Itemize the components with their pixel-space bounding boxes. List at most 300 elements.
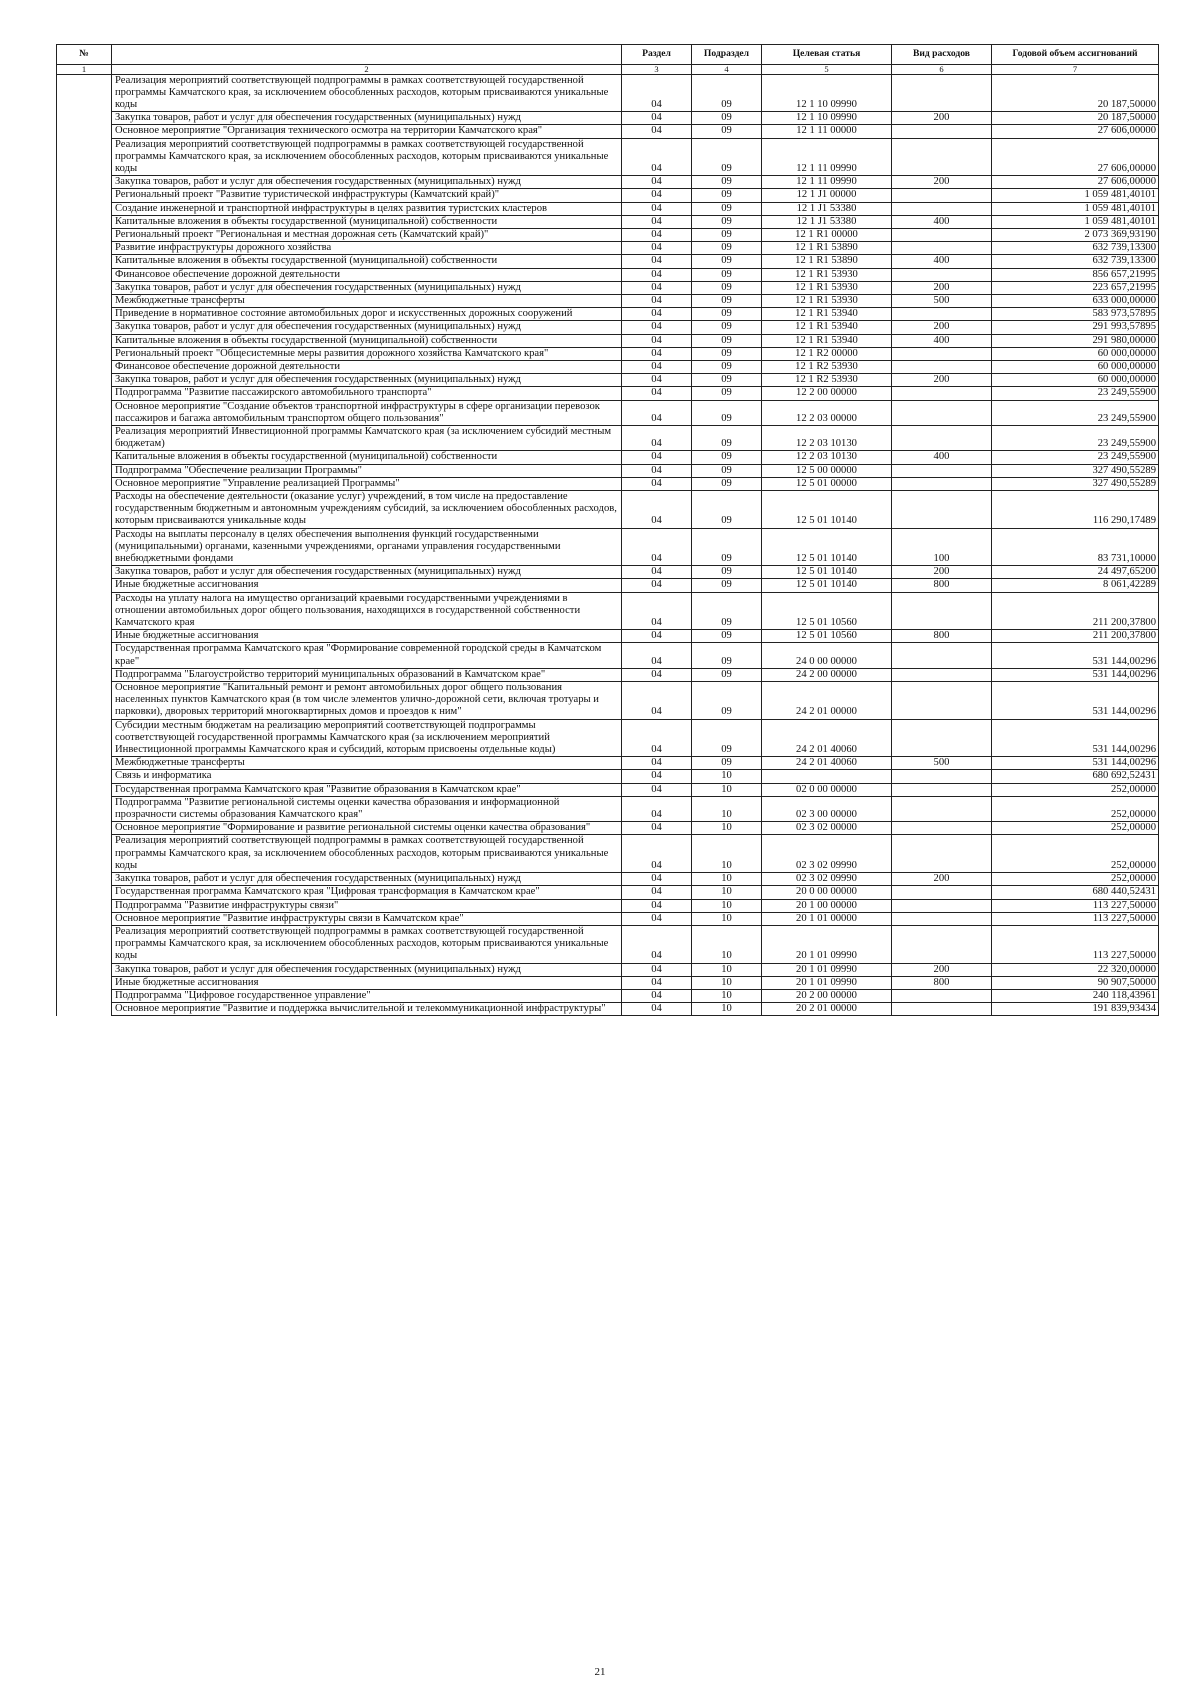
column-number-1: 1 [57,65,112,75]
row-type: 200 [892,321,992,334]
table-row [57,770,1159,783]
row-target: 12 1 R1 53940 [762,334,892,347]
row-amount: 27 606,00000 [992,138,1159,176]
row-amount: 23 249,55900 [992,387,1159,400]
budget-table [56,44,1159,1016]
row-name: Капитальные вложения в объекты государственной (муниципальной) собственности [112,451,622,464]
row-name: Государственная программа Камчатского края "Формирование современной городской среды в Камчатском крае" [112,643,622,668]
row-target: 20 0 00 00000 [762,886,892,899]
row-amount: 531 144,00296 [992,643,1159,668]
row-number-cell [57,215,112,228]
row-name: Региональный проект "Региональная и местная дорожная сеть (Камчатский край)" [112,228,622,241]
row-amount: 1 059 481,40101 [992,202,1159,215]
row-target: 20 1 00 00000 [762,899,892,912]
row-type [892,668,992,681]
row-number-cell [57,976,112,989]
row-section: 04 [622,176,692,189]
row-type: 200 [892,963,992,976]
row-target: 12 1 R2 00000 [762,347,892,360]
table-row [57,899,1159,912]
row-amount: 83 731,10000 [992,528,1159,566]
row-amount: 90 907,50000 [992,976,1159,989]
row-type [892,886,992,899]
row-type [892,228,992,241]
row-subsection: 09 [692,268,762,281]
row-name: Расходы на выплаты персоналу в целях обеспечения выполнения функций государственными (муниципальными) органами, казенными учреждениями, органами управления государственными внебюджетными фондами [112,528,622,566]
row-section: 04 [622,796,692,821]
row-type [892,783,992,796]
row-subsection: 10 [692,873,762,886]
row-amount: 8 061,42289 [992,579,1159,592]
row-number-cell [57,347,112,360]
row-name: Реализация мероприятий соответствующей подпрограммы в рамках соответствующей государственной программы Камчатского края, за исключением обособленных расходов, которым присваиваются уникальные коды [112,835,622,873]
header-name [112,45,622,65]
row-subsection: 09 [692,668,762,681]
row-type [892,822,992,835]
row-target [762,770,892,783]
row-type [892,643,992,668]
row-number-cell [57,682,112,720]
header-section: Раздел [622,45,692,65]
row-type [892,268,992,281]
header-target: Целевая статья [762,45,892,65]
row-target: 12 1 10 09990 [762,74,892,112]
row-number-cell [57,202,112,215]
row-amount: 1 059 481,40101 [992,189,1159,202]
row-amount: 291 980,00000 [992,334,1159,347]
row-amount: 23 249,55900 [992,425,1159,450]
row-section: 04 [622,682,692,720]
row-name: Иные бюджетные ассигнования [112,579,622,592]
row-amount: 252,00000 [992,822,1159,835]
row-subsection: 09 [692,321,762,334]
table-row [57,360,1159,373]
row-amount: 531 144,00296 [992,719,1159,757]
row-amount: 60 000,00000 [992,347,1159,360]
row-type [892,770,992,783]
row-number-cell [57,783,112,796]
row-subsection: 10 [692,912,762,925]
table-row [57,796,1159,821]
row-type: 200 [892,374,992,387]
row-name: Расходы на уплату налога на имущество организаций краевыми государственными учреждениями в отношении автомобильных дорог общего пользования, находящихся в государственной собственности Камчатского края [112,592,622,630]
row-amount: 856 657,21995 [992,268,1159,281]
row-number-cell [57,176,112,189]
row-target: 12 2 03 00000 [762,400,892,425]
column-number-2: 2 [112,65,622,75]
row-number-cell [57,668,112,681]
row-number-cell [57,886,112,899]
table-row [57,925,1159,963]
row-subsection: 10 [692,822,762,835]
row-number-cell [57,835,112,873]
row-number-cell [57,281,112,294]
row-subsection: 09 [692,464,762,477]
row-section: 04 [622,886,692,899]
row-subsection: 09 [692,374,762,387]
row-name: Основное мероприятие "Капитальный ремонт и ремонт автомобильных дорог общего пользования населенных пунктов Камчатского края (в том числе элементов улично-дорожной сети, включая тротуары и парковки), дворовых территорий многоквартирных домов и проездов к ним" [112,682,622,720]
row-amount: 680 692,52431 [992,770,1159,783]
row-target: 20 1 01 09990 [762,976,892,989]
row-section: 04 [622,579,692,592]
table-row [57,491,1159,529]
row-type: 100 [892,528,992,566]
row-number-cell [57,242,112,255]
row-subsection: 10 [692,899,762,912]
row-section: 04 [622,566,692,579]
row-type [892,189,992,202]
row-type [892,682,992,720]
row-subsection: 10 [692,989,762,1002]
row-type [892,1003,992,1016]
row-section: 04 [622,294,692,307]
row-target: 12 1 R2 53930 [762,374,892,387]
row-subsection: 10 [692,835,762,873]
table-row [57,242,1159,255]
row-target: 02 0 00 00000 [762,783,892,796]
table-row [57,74,1159,112]
row-target: 12 5 01 00000 [762,477,892,490]
table-row [57,425,1159,450]
row-section: 04 [622,719,692,757]
row-name: Финансовое обеспечение дорожной деятельности [112,360,622,373]
row-amount: 327 490,55289 [992,477,1159,490]
row-number-cell [57,400,112,425]
row-amount: 24 497,65200 [992,566,1159,579]
row-name: Подпрограмма "Развитие региональной системы оценки качества образования и информационной прозрачности системы образования Камчатского края" [112,796,622,821]
row-number-cell [57,387,112,400]
table-row [57,835,1159,873]
table-row [57,963,1159,976]
row-number-cell [57,228,112,241]
row-target: 24 0 00 00000 [762,643,892,668]
row-number-cell [57,491,112,529]
row-target: 02 3 00 00000 [762,796,892,821]
row-number-cell [57,719,112,757]
row-amount: 632 739,13300 [992,242,1159,255]
row-name: Закупка товаров, работ и услуг для обеспечения государственных (муниципальных) нужд [112,176,622,189]
table-row [57,719,1159,757]
row-section: 04 [622,668,692,681]
row-subsection: 10 [692,976,762,989]
row-name: Реализация мероприятий соответствующей подпрограммы в рамках соответствующей государственной программы Камчатского края, за исключением обособленных расходов, которым присваиваются уникальные коды [112,925,622,963]
table-row [57,477,1159,490]
row-subsection: 09 [692,294,762,307]
row-section: 04 [622,334,692,347]
row-target: 12 5 01 10140 [762,566,892,579]
row-amount: 191 839,93434 [992,1003,1159,1016]
row-subsection: 09 [692,630,762,643]
row-amount: 2 073 369,93190 [992,228,1159,241]
row-number-cell [57,925,112,963]
row-amount: 113 227,50000 [992,899,1159,912]
row-target: 12 1 11 09990 [762,176,892,189]
column-number-4: 4 [692,65,762,75]
table-row [57,783,1159,796]
row-subsection: 09 [692,202,762,215]
row-name: Расходы на обеспечение деятельности (оказание услуг) учреждений, в том числе на предоставление государственным бюджетным и автономным учреждениям субсидий, за исключением обособленных расходов, которым присваиваются уникальные коды [112,491,622,529]
header-amount: Годовой объем ассигнований [992,45,1159,65]
row-subsection: 09 [692,643,762,668]
row-subsection: 09 [692,477,762,490]
row-name: Создание инженерной и транспортной инфраструктуры в целях развития туристских кластеров [112,202,622,215]
row-amount: 252,00000 [992,796,1159,821]
row-section: 04 [622,528,692,566]
row-type: 400 [892,215,992,228]
row-number-cell [57,822,112,835]
row-subsection: 09 [692,112,762,125]
row-amount: 211 200,37800 [992,630,1159,643]
row-subsection: 09 [692,334,762,347]
row-number-cell [57,112,112,125]
table-body [57,74,1159,1016]
row-target: 20 2 01 00000 [762,1003,892,1016]
table-row [57,189,1159,202]
table-row [57,138,1159,176]
row-amount: 27 606,00000 [992,125,1159,138]
row-target: 20 1 01 00000 [762,912,892,925]
row-type: 500 [892,294,992,307]
row-subsection: 09 [692,347,762,360]
row-section: 04 [622,74,692,112]
row-number-cell [57,189,112,202]
table-row [57,176,1159,189]
row-target: 12 5 00 00000 [762,464,892,477]
row-type: 800 [892,579,992,592]
row-amount: 252,00000 [992,783,1159,796]
row-subsection: 09 [692,189,762,202]
row-number-cell [57,566,112,579]
row-target: 24 2 01 00000 [762,682,892,720]
row-section: 04 [622,268,692,281]
row-target: 20 1 01 09990 [762,925,892,963]
row-type [892,989,992,1002]
row-section: 04 [622,215,692,228]
row-amount: 531 144,00296 [992,668,1159,681]
row-type [892,74,992,112]
table-row [57,464,1159,477]
table-row [57,321,1159,334]
row-amount: 113 227,50000 [992,925,1159,963]
row-number-cell [57,294,112,307]
row-amount: 291 993,57895 [992,321,1159,334]
row-type [892,138,992,176]
row-subsection: 09 [692,74,762,112]
row-subsection: 09 [692,579,762,592]
row-subsection: 10 [692,783,762,796]
row-amount: 531 144,00296 [992,757,1159,770]
row-section: 04 [622,281,692,294]
table-row [57,912,1159,925]
row-subsection: 09 [692,528,762,566]
row-amount: 60 000,00000 [992,374,1159,387]
row-name: Связь и информатика [112,770,622,783]
row-number-cell [57,796,112,821]
table-row [57,112,1159,125]
row-name: Реализация мероприятий соответствующей подпрограммы в рамках соответствующей государственной программы Камчатского края, за исключением обособленных расходов, которым присваиваются уникальные коды [112,74,622,112]
row-number-cell [57,630,112,643]
table-row [57,308,1159,321]
row-section: 04 [622,989,692,1002]
row-section: 04 [622,643,692,668]
row-name: Капитальные вложения в объекты государственной (муниципальной) собственности [112,255,622,268]
row-number-cell [57,592,112,630]
row-section: 04 [622,464,692,477]
row-type: 800 [892,976,992,989]
row-subsection: 09 [692,360,762,373]
row-type [892,592,992,630]
row-target: 12 5 01 10140 [762,579,892,592]
row-target: 12 1 10 09990 [762,112,892,125]
table-row [57,294,1159,307]
row-section: 04 [622,1003,692,1016]
row-name: Подпрограмма "Развитие инфраструктуры связи" [112,899,622,912]
row-number-cell [57,1003,112,1016]
row-section: 04 [622,374,692,387]
row-number-cell [57,899,112,912]
header-number: № [57,45,112,65]
row-target: 12 1 R1 00000 [762,228,892,241]
row-amount: 633 000,00000 [992,294,1159,307]
row-section: 04 [622,630,692,643]
row-number-cell [57,912,112,925]
row-subsection: 10 [692,1003,762,1016]
row-amount: 1 059 481,40101 [992,215,1159,228]
row-target: 12 1 R1 53930 [762,268,892,281]
row-target: 12 5 01 10560 [762,592,892,630]
row-amount: 113 227,50000 [992,912,1159,925]
row-amount: 20 187,50000 [992,74,1159,112]
header-subsection: Подраздел [692,45,762,65]
row-section: 04 [622,757,692,770]
row-name: Основное мероприятие "Создание объектов транспортной инфраструктуры в сфере организации перевозок пассажиров и багажа автомобильным транспортом общего пользования" [112,400,622,425]
row-name: Закупка товаров, работ и услуг для обеспечения государственных (муниципальных) нужд [112,566,622,579]
row-name: Иные бюджетные ассигнования [112,976,622,989]
row-type [892,719,992,757]
table-row [57,400,1159,425]
row-type [892,308,992,321]
row-name: Капитальные вложения в объекты государственной (муниципальной) собственности [112,215,622,228]
row-amount: 531 144,00296 [992,682,1159,720]
row-subsection: 09 [692,491,762,529]
row-number-cell [57,125,112,138]
row-section: 04 [622,835,692,873]
row-target: 12 1 R1 53930 [762,281,892,294]
row-type: 200 [892,873,992,886]
row-section: 04 [622,425,692,450]
table-row [57,347,1159,360]
row-number-cell [57,757,112,770]
row-subsection: 09 [692,242,762,255]
row-section: 04 [622,125,692,138]
table-row [57,451,1159,464]
row-target: 12 5 01 10560 [762,630,892,643]
table-row [57,374,1159,387]
row-subsection: 09 [692,682,762,720]
row-type: 200 [892,566,992,579]
row-target: 12 1 R1 53930 [762,294,892,307]
row-number-cell [57,579,112,592]
row-amount: 252,00000 [992,873,1159,886]
row-amount: 223 657,21995 [992,281,1159,294]
table-row [57,630,1159,643]
row-subsection: 09 [692,400,762,425]
row-subsection: 09 [692,387,762,400]
row-target: 12 1 11 00000 [762,125,892,138]
row-section: 04 [622,189,692,202]
row-name: Реализация мероприятий соответствующей подпрограммы в рамках соответствующей государственной программы Камчатского края, за исключением обособленных расходов, которым присваиваются уникальные коды [112,138,622,176]
row-section: 04 [622,770,692,783]
row-subsection: 09 [692,308,762,321]
table-row [57,281,1159,294]
table-row [57,228,1159,241]
row-name: Развитие инфраструктуры дорожного хозяйства [112,242,622,255]
row-type: 800 [892,630,992,643]
row-type [892,491,992,529]
row-number-cell [57,74,112,112]
row-type: 200 [892,112,992,125]
row-target: 02 3 02 09990 [762,873,892,886]
row-number-cell [57,374,112,387]
row-number-cell [57,770,112,783]
row-section: 04 [622,112,692,125]
row-name: Государственная программа Камчатского края "Развитие образования в Камчатском крае" [112,783,622,796]
table-row [57,387,1159,400]
document-page [56,44,1158,1016]
row-amount: 22 320,00000 [992,963,1159,976]
row-section: 04 [622,592,692,630]
row-type [892,400,992,425]
row-number-cell [57,451,112,464]
row-number-cell [57,477,112,490]
row-number-cell [57,321,112,334]
table-row [57,334,1159,347]
table-row [57,215,1159,228]
row-amount: 23 249,55900 [992,400,1159,425]
table-row [57,202,1159,215]
row-type [892,912,992,925]
row-number-cell [57,963,112,976]
row-name: Финансовое обеспечение дорожной деятельности [112,268,622,281]
row-subsection: 09 [692,719,762,757]
row-type [892,835,992,873]
row-amount: 23 249,55900 [992,451,1159,464]
row-type: 400 [892,334,992,347]
row-amount: 632 739,13300 [992,255,1159,268]
row-target: 12 5 01 10140 [762,491,892,529]
table-row [57,566,1159,579]
row-section: 04 [622,899,692,912]
row-target: 12 1 R2 53930 [762,360,892,373]
row-section: 04 [622,976,692,989]
table-row [57,822,1159,835]
row-amount: 116 290,17489 [992,491,1159,529]
row-name: Иные бюджетные ассигнования [112,630,622,643]
row-section: 04 [622,822,692,835]
row-name: Подпрограмма "Благоустройство территорий муниципальных образований в Камчатском крае" [112,668,622,681]
row-type [892,242,992,255]
table-row [57,528,1159,566]
row-number-cell [57,268,112,281]
row-type [892,425,992,450]
row-name: Подпрограмма "Цифровое государственное управление" [112,989,622,1002]
row-name: Подпрограмма "Развитие пассажирского автомобильного транспорта" [112,387,622,400]
row-section: 04 [622,360,692,373]
row-subsection: 09 [692,281,762,294]
row-section: 04 [622,242,692,255]
row-section: 04 [622,925,692,963]
row-target: 24 2 00 00000 [762,668,892,681]
